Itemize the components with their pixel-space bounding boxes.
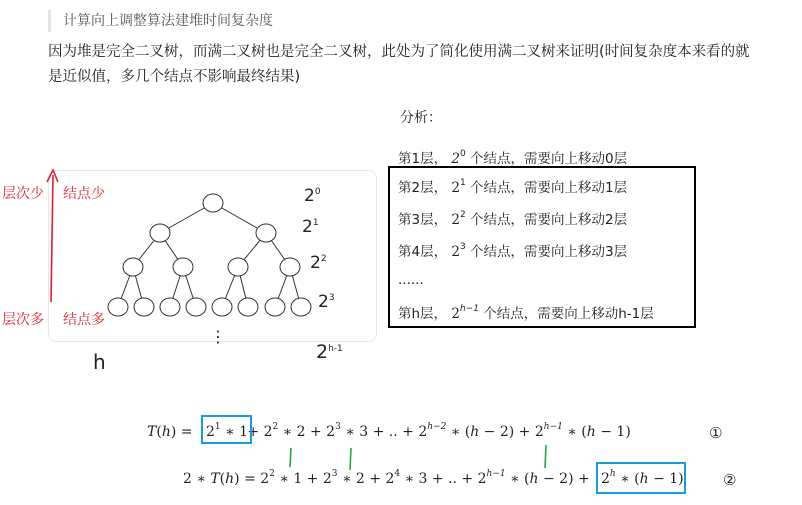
hand-power-3: $2^3$ (318, 292, 335, 312)
formula-2: 2 ∗ $T(h) = 2^2$ ∗ $1 + 2^3$ ∗ $2 + 2^4$ ∗ 3 + .. + $2^{h-1}$ ∗ (h − 2) + (183, 469, 590, 487)
formula-1: T(h) = + $2^2$ ∗ $2 + 2^3$ ∗ 3 + .. + $2^{h-2}$ ∗ $(h - 2) + 2^{h-1}$ ∗ (h − 1) (147, 422, 631, 440)
tree-node (173, 258, 193, 276)
tree-continuation-dots: ⋮ (210, 327, 226, 346)
hand-power-2: $2^2$ (310, 253, 327, 273)
level-4-exp: 3 (459, 242, 466, 252)
tree-node (186, 298, 206, 316)
level-2-base: 2 (451, 180, 460, 196)
level-1-base: 2 (451, 151, 460, 167)
hand-h-label: h (93, 350, 106, 374)
formula-2-last-term: 2$^h$ ∗ (h − 1) (601, 469, 684, 487)
level-2-label: 第2层， (398, 180, 448, 196)
green-tick-marks (290, 445, 546, 470)
few-nodes-label: 结点少 (63, 185, 105, 201)
tree-node (134, 298, 154, 316)
level-h-label: 第h层， (398, 306, 448, 322)
formula-2-marker: ② (723, 471, 737, 489)
level-ellipsis: ...... (398, 272, 424, 288)
level-h-base: 2 (451, 306, 460, 322)
tree-node (203, 194, 223, 212)
tree-node (256, 224, 276, 242)
level-2-exp: 1 (459, 178, 466, 188)
formula-1-first-term: $2^1$ ∗ 1 (206, 422, 248, 440)
intro-paragraph: 因为堆是完全二叉树，而满二叉树也是完全二叉树，此处为了简化使用满二叉树来证明(时间复杂度本来看的就是近似值，多几个结点不影响最终结果) (48, 44, 750, 85)
level-2-text: 个结点，需要向上移动1层 (465, 180, 628, 196)
few-levels-label: 层次少 (2, 185, 44, 201)
red-arrow-icon (47, 170, 58, 302)
hand-power-1: $2^1$ (302, 217, 319, 237)
hand-power-0: $2^0$ (304, 186, 321, 206)
tree-node (212, 298, 232, 316)
highlight-box-first-term (201, 415, 252, 444)
many-nodes-label: 结点多 (63, 311, 105, 327)
level-1-exp: 0 (459, 149, 466, 159)
level-4-text: 个结点，需要向上移动3层 (465, 244, 628, 260)
analysis-label: 分析： (400, 110, 442, 126)
tree-node (228, 258, 248, 276)
level-4-base: 2 (451, 244, 460, 260)
level-h-text: 个结点，需要向上移动h-1层 (478, 306, 654, 322)
hand-power-h: 2$^{h-1}$ (316, 341, 343, 363)
section-heading: 计算向上调整算法建堆时间复杂度 (48, 10, 273, 32)
highlight-box-last-term (596, 462, 686, 494)
tree-node (150, 224, 170, 242)
tree-node (291, 298, 311, 316)
level-1-label: 第1层， (398, 151, 448, 167)
tree-node (265, 298, 285, 316)
formula-1-marker: ① (709, 424, 723, 442)
tree-node (280, 258, 300, 276)
level-1-text: 个结点，需要向上移动0层 (465, 151, 628, 167)
level-3-base: 2 (451, 212, 460, 228)
tree-node (123, 258, 143, 276)
level-3-text: 个结点，需要向上移动2层 (465, 212, 628, 228)
tree-node (108, 298, 128, 316)
level-3-label: 第3层， (398, 212, 448, 228)
level-3-exp: 2 (459, 210, 466, 220)
tree-node (238, 298, 258, 316)
level-4-label: 第4层， (398, 244, 448, 260)
tree-node (160, 298, 180, 316)
level-h-exp: h−1 (459, 304, 479, 314)
many-levels-label: 层次多 (2, 311, 44, 327)
